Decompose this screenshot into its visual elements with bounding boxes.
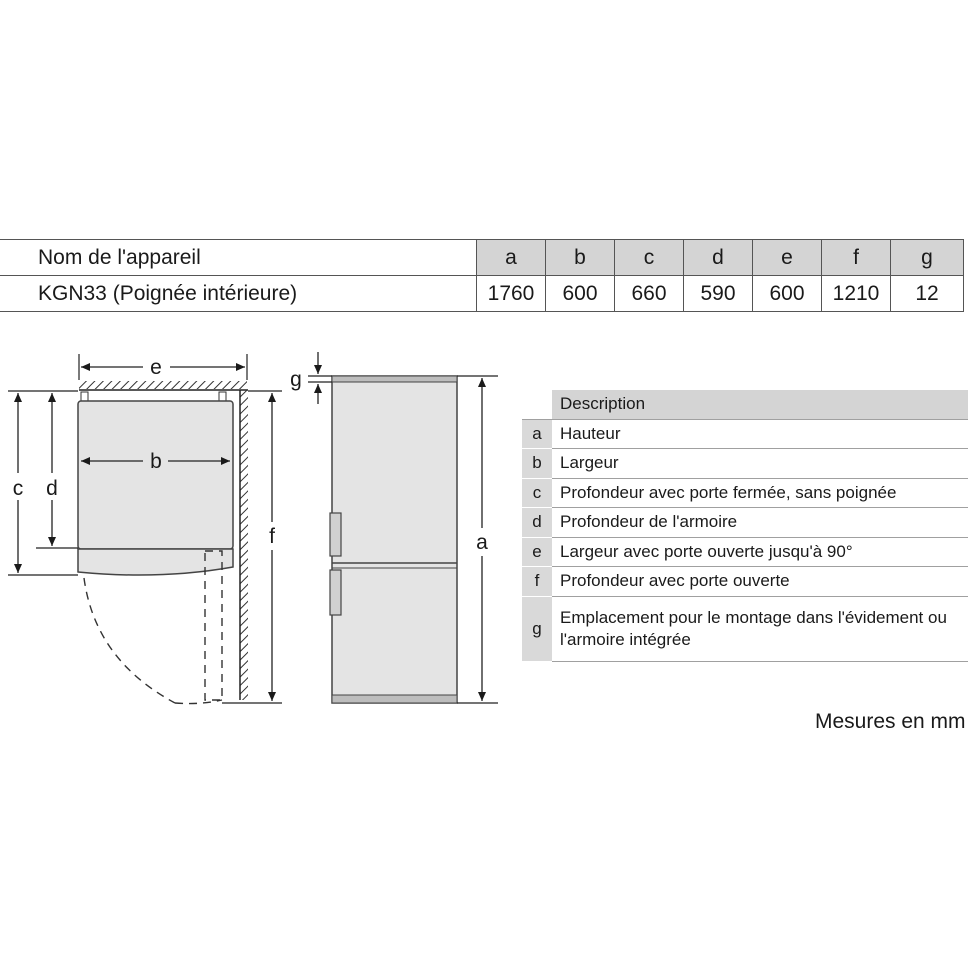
- description-text: Largeur avec porte ouverte jusqu'à 90°: [552, 537, 968, 567]
- door-swing-arc: [84, 578, 175, 703]
- description-row: [522, 567, 968, 597]
- hinge-right: [219, 392, 226, 401]
- label-b: b: [150, 450, 162, 473]
- col-g-header: g: [891, 240, 964, 276]
- top-view-diagram: [8, 354, 282, 704]
- description-text: Profondeur avec porte fermée, sans poignée: [552, 478, 968, 508]
- wall-hatch-top: [79, 381, 247, 389]
- door-open-outline: [205, 551, 222, 700]
- appliance-top-body: [78, 401, 233, 549]
- description-text: Hauteur: [552, 419, 968, 449]
- description-row: [522, 449, 968, 479]
- lower-door-handle: [330, 570, 341, 615]
- col-f-header: f: [822, 240, 891, 276]
- label-f: f: [269, 525, 275, 548]
- value-f: 1210: [822, 276, 891, 312]
- col-c-header: c: [615, 240, 684, 276]
- description-letter: f: [522, 567, 552, 597]
- description-letter: b: [522, 449, 552, 479]
- description-row: [522, 537, 968, 567]
- value-d: 590: [684, 276, 753, 312]
- wall-hatch-right: [240, 390, 248, 700]
- fridge-top-strip: [332, 376, 457, 382]
- fridge-body: [332, 376, 457, 703]
- col-b-header: b: [546, 240, 615, 276]
- description-text: Largeur: [552, 449, 968, 479]
- label-a: a: [476, 531, 488, 554]
- model-name: KGN33 (Poignée intérieure): [0, 276, 477, 312]
- description-letter: a: [522, 419, 552, 449]
- value-a: 1760: [477, 276, 546, 312]
- description-row: [522, 419, 968, 449]
- upper-door-handle: [330, 513, 341, 556]
- front-view-diagram: [290, 352, 498, 703]
- label-d: d: [46, 477, 58, 500]
- description-row: [522, 596, 968, 661]
- value-c: 660: [615, 276, 684, 312]
- description-header-row: [522, 390, 968, 419]
- description-letter: e: [522, 537, 552, 567]
- hinge-left: [81, 392, 88, 401]
- fridge-base-strip: [332, 695, 457, 703]
- col-e-header: e: [753, 240, 822, 276]
- label-e-top: e: [150, 356, 162, 379]
- description-letter: g: [522, 596, 552, 661]
- description-header: Description: [552, 390, 968, 419]
- description-letter: d: [522, 508, 552, 538]
- name-header: Nom de l'appareil: [0, 240, 477, 276]
- value-g: 12: [891, 276, 964, 312]
- description-row: [522, 508, 968, 538]
- appliance-door-closed: [78, 549, 233, 575]
- col-d-header: d: [684, 240, 753, 276]
- label-g: g: [290, 368, 302, 391]
- col-a-header: a: [477, 240, 546, 276]
- value-e: 600: [753, 276, 822, 312]
- description-text: Profondeur avec porte ouverte: [552, 567, 968, 597]
- value-b: 600: [546, 276, 615, 312]
- description-row: [522, 478, 968, 508]
- description-text: Emplacement pour le montage dans l'évidement ou l'armoire intégrée: [552, 596, 968, 661]
- label-c: c: [12, 477, 24, 500]
- description-text: Profondeur de l'armoire: [552, 508, 968, 538]
- units-note: Mesures en mm: [815, 710, 966, 733]
- description-table: [522, 390, 968, 662]
- description-letter: c: [522, 478, 552, 508]
